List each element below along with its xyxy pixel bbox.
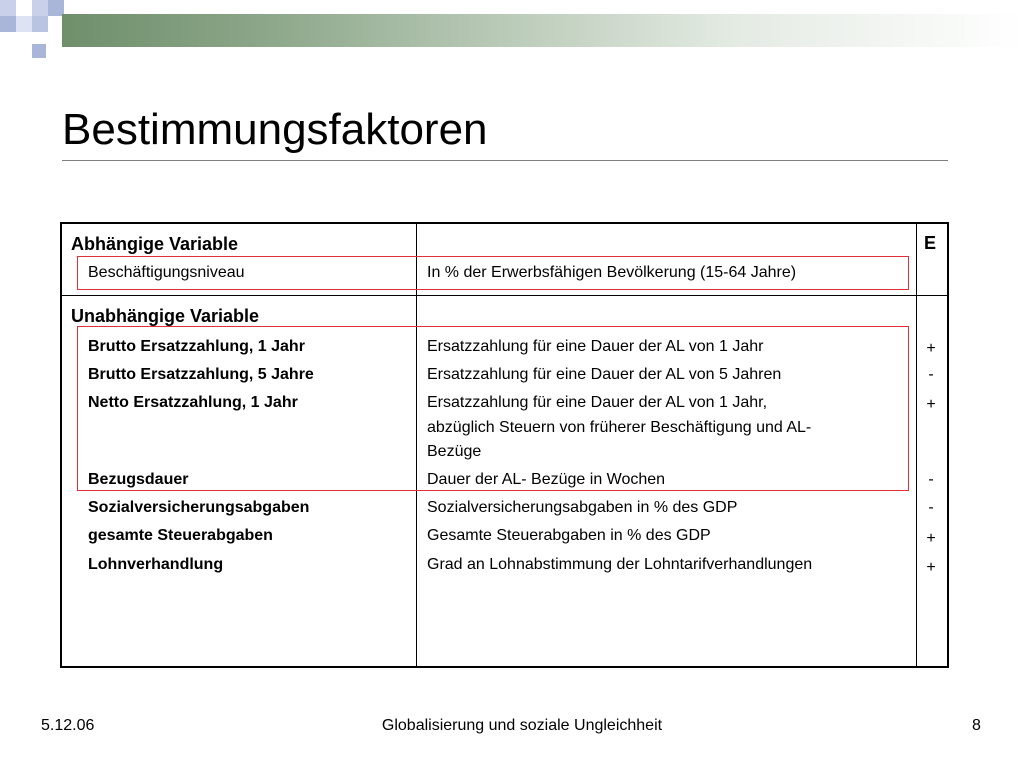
independent-row-desc: Gesamte Steuerabgaben in % des GDP [427, 527, 711, 544]
independent-row-desc: Sozialversicherungsabgaben in % des GDP [427, 499, 738, 516]
independent-row-name: Lohnverhandlung [88, 556, 224, 573]
corner-square-1 [0, 0, 16, 16]
highlight-box-compensation [77, 326, 909, 491]
corner-square-7 [32, 16, 48, 32]
e-column-header: E [924, 233, 937, 253]
corner-square-8 [16, 32, 32, 48]
independent-row-sign: - [928, 366, 934, 383]
footer-title: Globalisierung und soziale Ungleichheit [381, 717, 663, 734]
corner-square-10 [32, 44, 46, 58]
independent-header: Unabhängige Variable [71, 306, 260, 326]
corner-square-2 [16, 0, 32, 16]
footer-date: 5.12.06 [41, 717, 95, 734]
independent-row-desc: Ersatzzahlung für eine Dauer der AL von 5 Jahren [427, 366, 782, 383]
corner-square-6 [16, 16, 32, 32]
dependent-header: Abhängige Variable [71, 234, 239, 254]
independent-row-desc-line: abzüglich Steuern von früherer Beschäftigung und AL- [427, 419, 812, 436]
header-gradient-band [62, 14, 1024, 47]
page-number: 8 [972, 717, 981, 734]
independent-row-desc: Ersatzzahlung für eine Dauer der AL von 1 Jahr [427, 338, 764, 355]
independent-row-sign: + [926, 340, 936, 357]
corner-square-5 [0, 16, 16, 32]
dependent-row-desc: In % der Erwerbsfähigen Bevölkerung (15-64 Jahre) [427, 264, 797, 281]
independent-row-name: Netto Ersatzzahlung, 1 Jahr [88, 394, 298, 411]
independent-row-name: Brutto Ersatzzahlung, 1 Jahr [88, 338, 305, 355]
section-divider [62, 295, 947, 296]
independent-row-name: Bezugsdauer [88, 471, 189, 488]
independent-row-desc-line: Ersatzzahlung für eine Dauer der AL von 1 Jahr, [427, 394, 768, 411]
dependent-row-name: Beschäftigungsniveau [88, 264, 245, 281]
independent-row-sign: + [926, 559, 936, 576]
title-underline [62, 160, 948, 161]
independent-row-name: Brutto Ersatzzahlung, 5 Jahre [88, 366, 314, 383]
column-divider-2 [916, 224, 917, 666]
independent-row-sign: - [928, 471, 934, 488]
highlight-box-dependent [77, 256, 909, 290]
independent-row-sign: + [926, 396, 936, 413]
independent-row-desc: Grad an Lohnabstimmung der Lohntarifverhandlungen [427, 556, 813, 573]
corner-square-3 [32, 0, 48, 16]
slide-title: Bestimmungsfaktoren [62, 105, 488, 154]
independent-row-sign: - [928, 499, 934, 516]
independent-row-desc-line: Bezüge [427, 443, 482, 460]
independent-row-name: gesamte Steuerabgaben [88, 527, 273, 544]
independent-row-desc: Dauer der AL- Bezüge in Wochen [427, 471, 666, 488]
independent-row-name: Sozialversicherungsabgaben [88, 499, 310, 516]
independent-row-sign: + [926, 530, 936, 547]
